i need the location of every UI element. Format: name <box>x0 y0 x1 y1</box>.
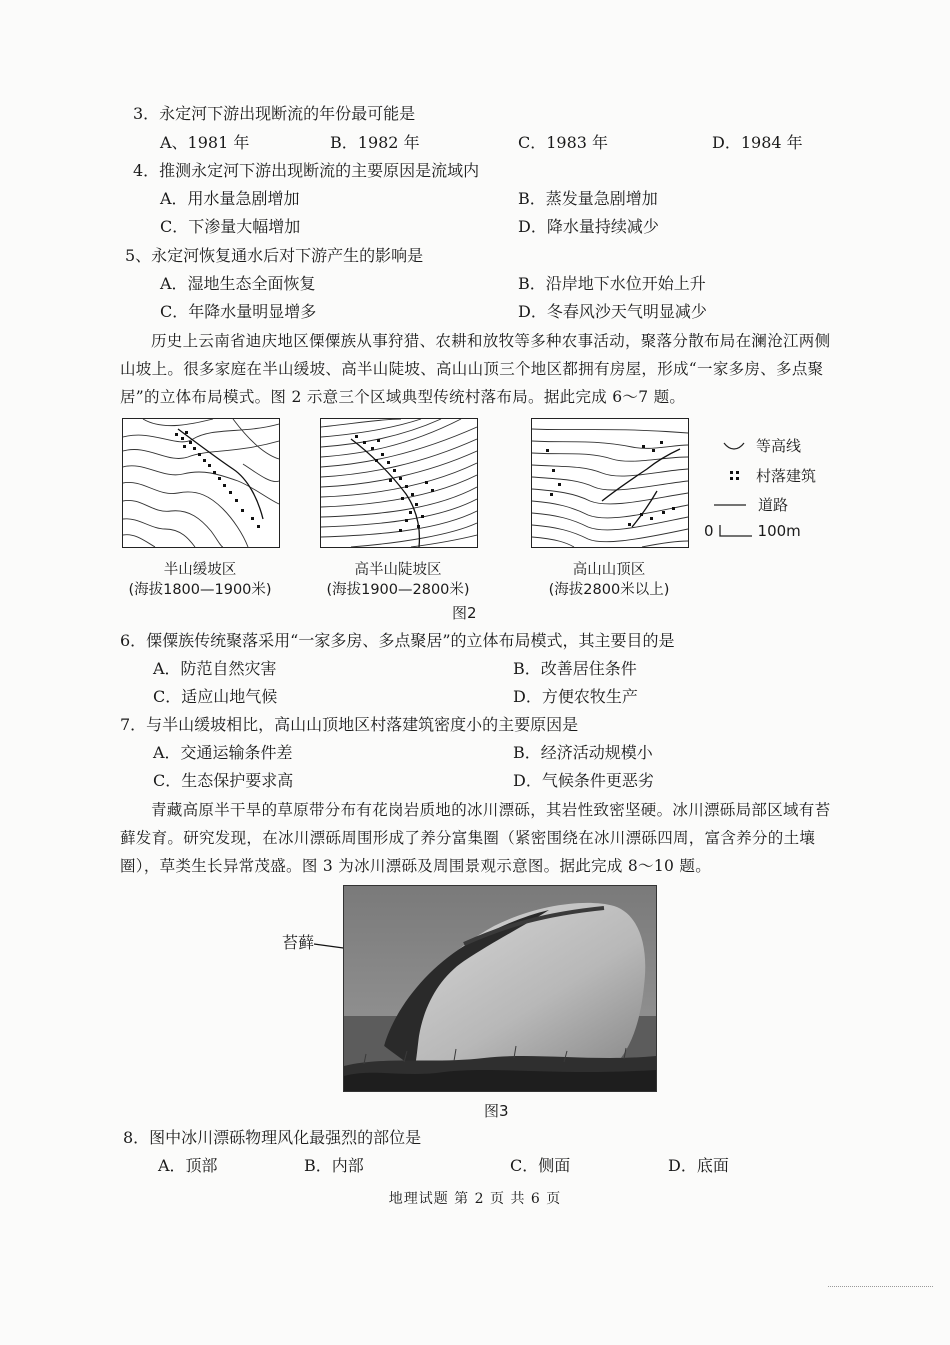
q3-option-c: C．1983 年 <box>518 133 609 152</box>
legend-contour <box>722 435 801 456</box>
legend-road-label: 道路 <box>758 496 789 514</box>
contour-map-gentle <box>123 419 279 547</box>
scale-zero: 0 <box>704 522 714 540</box>
q6-option-b: B．改善居住条件 <box>513 659 637 678</box>
building-dots-icon <box>722 469 746 483</box>
q4-option-a: A．用水量急剧增加 <box>160 189 300 208</box>
q8-option-c: C．侧面 <box>510 1156 571 1175</box>
map-mountaintop <box>531 418 689 548</box>
q5-option-a: A．湿地生态全面恢复 <box>160 274 316 293</box>
map1-name: 半山缓坡区 <box>163 562 237 578</box>
q7-option-b: B．经济活动规模小 <box>513 743 653 762</box>
map2-altitude: (海拔1900—2800米) <box>326 582 470 598</box>
q3-stem: 3．永定河下游出现断流的年份最可能是 <box>133 104 416 123</box>
map-steep-slope <box>320 418 478 548</box>
legend-contour-label: 等高线 <box>756 437 802 455</box>
legend-buildings-label: 村落建筑 <box>756 467 817 485</box>
q6-option-c: C．适应山地气候 <box>153 687 278 706</box>
scale-bar-icon <box>718 523 754 539</box>
page-footer: 地理试题 第 2 页 共 6 页 <box>388 1191 562 1207</box>
q4-option-b: B．蒸发量急剧增加 <box>518 189 658 208</box>
q5-option-b: B．沿岸地下水位开始上升 <box>518 274 706 293</box>
moss-label: 苔藓 <box>282 933 315 952</box>
q6-stem: 6．傈僳族传统聚落采用“一家多房、多点聚居”的立体布局模式，其主要目的是 <box>120 631 675 650</box>
map3-caption <box>521 560 697 600</box>
q3-option-b: B．1982 年 <box>330 133 420 152</box>
map-gentle-slope <box>122 418 280 548</box>
q8-option-a: A．顶部 <box>158 1156 218 1175</box>
map3-name: 高山山顶区 <box>572 562 646 578</box>
q8-option-d: D．底面 <box>668 1156 729 1175</box>
q8-stem: 8．图中冰川漂砾物理风化最强烈的部位是 <box>123 1128 422 1147</box>
q7-stem: 7．与半山缓坡相比，高山山顶地区村落建筑密度小的主要原因是 <box>120 715 579 734</box>
boulder-image <box>344 886 656 1091</box>
q6-option-a: A．防范自然灾害 <box>153 659 277 678</box>
q7-option-d: D．气候条件更恶劣 <box>513 771 654 790</box>
passage-settlement: 历史上云南省迪庆地区傈僳族从事狩猎、农耕和放牧等多种农事活动，聚落分散布局在澜沧江两侧山坡上。很多家庭在半山缓坡、高半山陡坡、高山山顶三个地区都拥有房屋，形成“一家多房、多点聚居”的立体布局模式。图 2 示意三个区域典型传统村落布局。据此完成 6～7 题。 <box>120 332 831 406</box>
contour-map-top <box>532 419 688 547</box>
legend-scale <box>704 522 801 540</box>
map2-caption <box>310 560 486 600</box>
map3-altitude: (海拔2800米以上) <box>548 582 670 598</box>
q7-option-a: A．交通运输条件差 <box>153 743 293 762</box>
q5-option-d: D．冬春风沙天气明显减少 <box>518 302 707 321</box>
legend-road <box>712 494 788 515</box>
legend-buildings <box>722 465 816 486</box>
boulder-photo <box>343 885 657 1092</box>
map2-name: 高半山陡坡区 <box>354 562 442 578</box>
q3-option-d: D．1984 年 <box>712 133 803 152</box>
q3-option-a: A、1981 年 <box>160 133 250 152</box>
q6-option-d: D．方便农牧生产 <box>513 687 638 706</box>
q8-option-b: B．内部 <box>304 1156 364 1175</box>
q4-option-c: C．下渗量大幅增加 <box>160 217 301 236</box>
road-line-icon <box>712 498 748 512</box>
q4-stem: 4．推测永定河下游出现断流的主要原因是流域内 <box>133 161 480 180</box>
figure3-label: 图3 <box>484 1102 509 1120</box>
dotted-divider <box>828 1286 933 1287</box>
map1-altitude: (海拔1800—1900米) <box>128 582 272 598</box>
contour-line-icon <box>722 439 746 453</box>
scale-length: 100m <box>757 522 801 540</box>
map1-caption <box>112 560 288 600</box>
contour-map-steep <box>321 419 477 547</box>
figure2-label: 图2 <box>452 604 477 622</box>
q4-option-d: D．降水量持续减少 <box>518 217 659 236</box>
passage-boulder: 青藏高原半干旱的草原带分布有花岗岩质地的冰川漂砾，其岩性致密坚硬。冰川漂砾局部区域有苔藓发育。研究发现，在冰川漂砾周围形成了养分富集圈（紧密围绕在冰川漂砾四周，富含养分的土壤圈），草类生长异常茂盛。图 3 为冰川漂砾及周围景观示意图。据此完成 8～10 题。 <box>120 801 831 875</box>
q5-option-c: C．年降水量明显增多 <box>160 302 317 321</box>
q7-option-c: C．生态保护要求高 <box>153 771 294 790</box>
q5-stem: 5、永定河恢复通水后对下游产生的影响是 <box>125 246 424 265</box>
